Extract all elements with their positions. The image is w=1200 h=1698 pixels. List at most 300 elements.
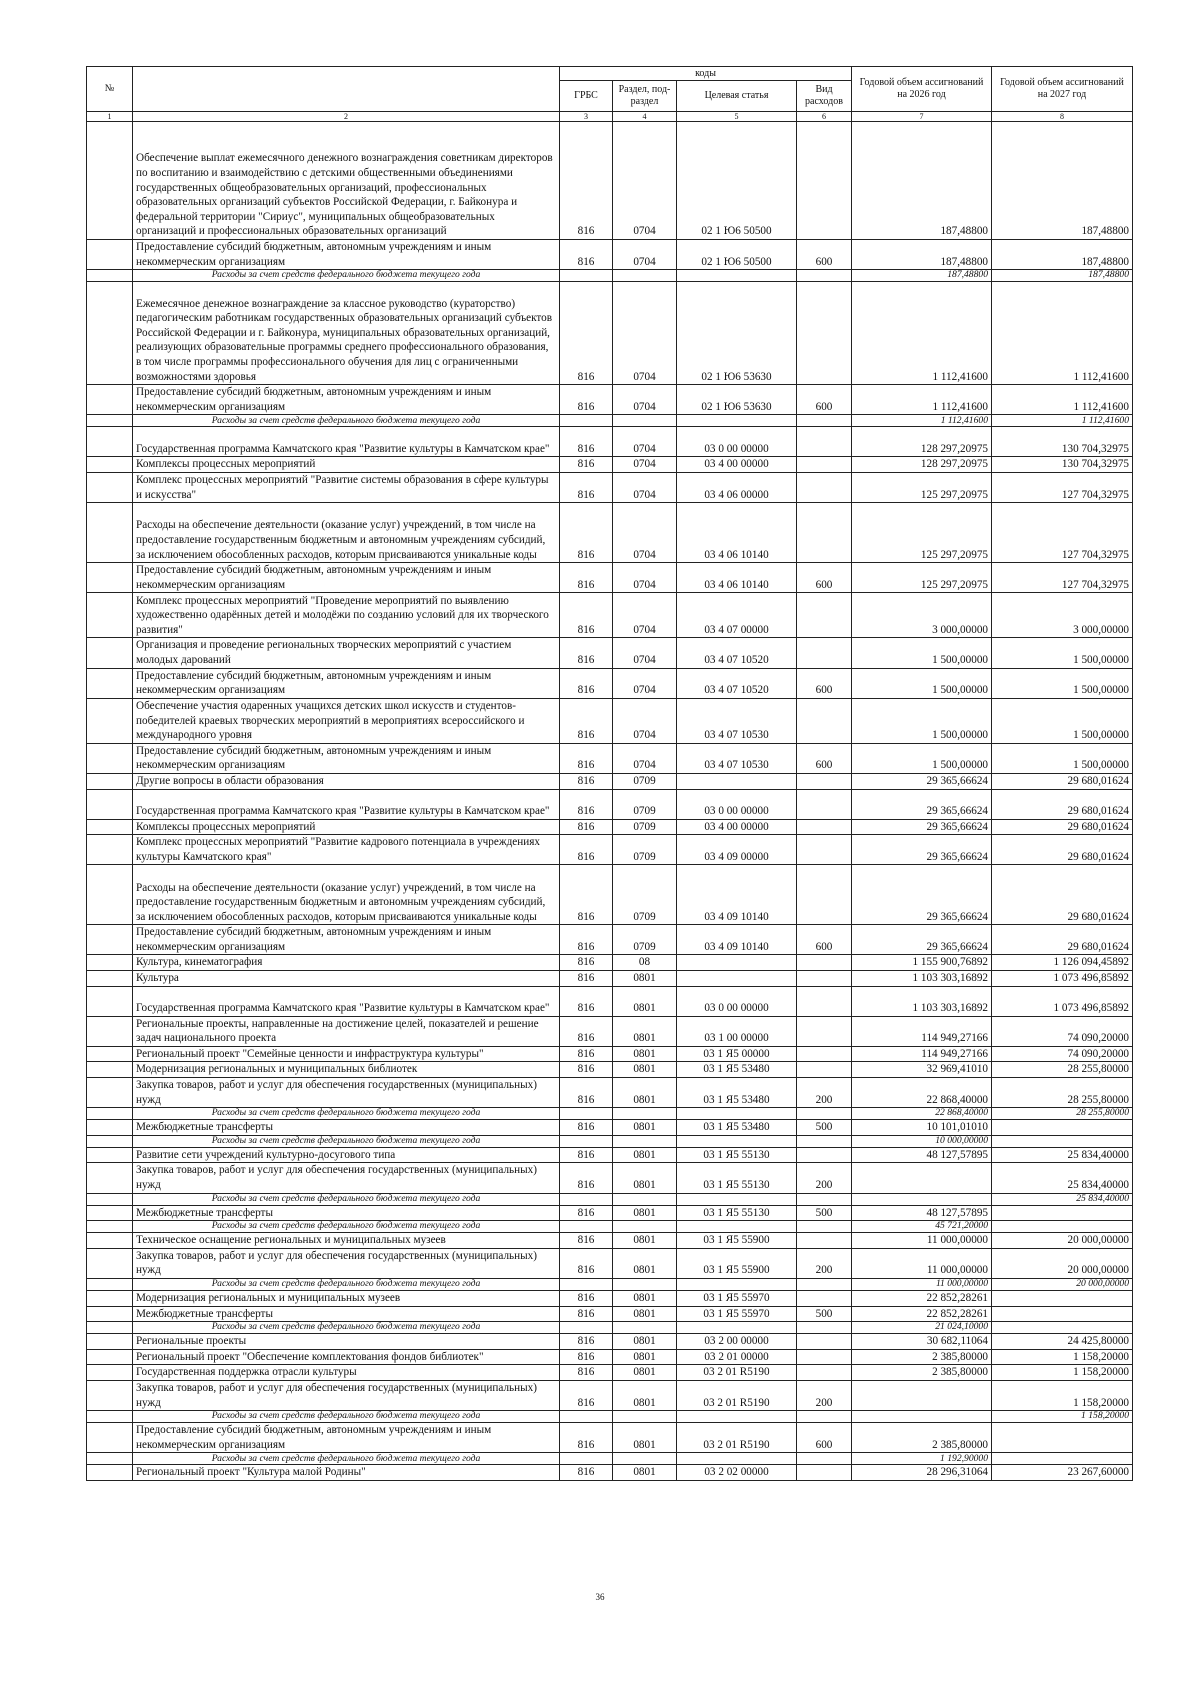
table-row (87, 698, 1133, 743)
table-row (87, 971, 1133, 987)
amount-2026-cell: 22 868,40000 (852, 1108, 992, 1120)
table-row (87, 1423, 1133, 1453)
target-cell: 03 2 02 00000 (677, 1465, 797, 1481)
amount-2027-cell: 127 704,32975 (992, 563, 1133, 593)
kind-cell: 600 (797, 385, 852, 415)
amount-2026-cell: 187,48800 (852, 240, 992, 270)
amount-2026-cell (852, 1380, 992, 1410)
amount-2027-cell: 1 500,00000 (992, 698, 1133, 743)
target-cell (677, 270, 797, 282)
header-number: № (87, 67, 133, 112)
header-target: Целевая статья (677, 81, 797, 112)
target-cell (677, 415, 797, 427)
grbs-cell: 816 (560, 1380, 613, 1410)
name-cell: Комплекс процессных мероприятий "Развитие системы образования в сфере культуры и искусства" (133, 472, 560, 502)
amount-2026-cell: 2 385,80000 (852, 1423, 992, 1453)
number-cell (87, 835, 133, 865)
section-cell (613, 1322, 677, 1334)
section-cell: 0704 (613, 593, 677, 638)
name-cell: Расходы за счет средств федерального бюджета текущего года (133, 1453, 560, 1465)
amount-2026-cell: 1 500,00000 (852, 668, 992, 698)
target-cell (677, 1193, 797, 1205)
amount-2026-cell: 128 297,20975 (852, 457, 992, 473)
grbs-cell: 816 (560, 427, 613, 457)
number-cell (87, 1349, 133, 1365)
section-cell (613, 415, 677, 427)
grbs-cell (560, 1193, 613, 1205)
grbs-cell: 816 (560, 282, 613, 385)
grbs-cell: 816 (560, 1423, 613, 1453)
name-cell: Модернизация региональных и муниципальных библиотек (133, 1062, 560, 1078)
section-cell: 0801 (613, 1062, 677, 1078)
grbs-cell: 816 (560, 563, 613, 593)
number-cell (87, 819, 133, 835)
target-cell: 03 4 09 10140 (677, 865, 797, 925)
target-cell (677, 1278, 797, 1290)
budget-table (86, 66, 1133, 1481)
number-cell (87, 865, 133, 925)
number-cell (87, 1205, 133, 1221)
section-cell (613, 1221, 677, 1233)
name-cell: Региональные проекты, направленные на достижение целей, показателей и решение задач национального проекта (133, 1016, 560, 1046)
section-cell: 0709 (613, 789, 677, 819)
amount-2026-cell: 125 297,20975 (852, 472, 992, 502)
grbs-cell: 816 (560, 1365, 613, 1381)
section-cell: 0801 (613, 1334, 677, 1350)
name-cell: Расходы на обеспечение деятельности (оказание услуг) учреждений, в том числе на предоставление государственным бюджетным и автономным учреждениям субсидий, за исключением обособленных расходов, которым присваиваются уникальные коды (133, 503, 560, 563)
number-cell (87, 240, 133, 270)
section-cell: 0709 (613, 865, 677, 925)
target-cell: 03 1 Я5 53480 (677, 1062, 797, 1078)
col-number-8: 8 (992, 112, 1133, 122)
amount-2026-cell: 22 852,28261 (852, 1306, 992, 1322)
target-cell (677, 1221, 797, 1233)
budget-table-sheet (86, 66, 1132, 1481)
name-cell: Техническое оснащение региональных и муниципальных музеев (133, 1233, 560, 1249)
target-cell: 03 4 07 10530 (677, 698, 797, 743)
kind-cell: 200 (797, 1248, 852, 1278)
amount-2027-cell: 1 158,20000 (992, 1411, 1133, 1423)
amount-2027-cell: 1 112,41600 (992, 415, 1133, 427)
name-cell: Закупка товаров, работ и услуг для обеспечения государственных (муниципальных) нужд (133, 1248, 560, 1278)
table-row (87, 472, 1133, 502)
federal-funds-row (87, 1278, 1133, 1290)
grbs-cell: 816 (560, 457, 613, 473)
amount-2026-cell (852, 1411, 992, 1423)
table-row (87, 668, 1133, 698)
amount-2026-cell: 1 112,41600 (852, 282, 992, 385)
grbs-cell: 816 (560, 1163, 613, 1193)
number-cell (87, 1380, 133, 1410)
amount-2027-cell: 127 704,32975 (992, 503, 1133, 563)
federal-funds-row (87, 1193, 1133, 1205)
amount-2027-cell: 1 158,20000 (992, 1380, 1133, 1410)
grbs-cell: 816 (560, 955, 613, 971)
table-row (87, 240, 1133, 270)
target-cell (677, 971, 797, 987)
section-cell: 0704 (613, 457, 677, 473)
number-cell (87, 955, 133, 971)
section-cell: 0801 (613, 1306, 677, 1322)
grbs-cell: 816 (560, 122, 613, 240)
grbs-cell: 816 (560, 1306, 613, 1322)
table-row (87, 835, 1133, 865)
kind-cell (797, 1290, 852, 1306)
section-cell: 0801 (613, 1078, 677, 1108)
table-row (87, 282, 1133, 385)
amount-2027-cell: 74 090,20000 (992, 1046, 1133, 1062)
grbs-cell (560, 270, 613, 282)
grbs-cell (560, 1135, 613, 1147)
kind-cell (797, 698, 852, 743)
section-cell: 0704 (613, 743, 677, 773)
number-cell (87, 1078, 133, 1108)
kind-cell (797, 122, 852, 240)
grbs-cell (560, 1411, 613, 1423)
name-cell: Комплексы процессных мероприятий (133, 819, 560, 835)
grbs-cell (560, 415, 613, 427)
kind-cell (797, 773, 852, 789)
amount-2026-cell: 1 103 303,16892 (852, 986, 992, 1016)
grbs-cell: 816 (560, 1016, 613, 1046)
amount-2027-cell (992, 1135, 1133, 1147)
table-row (87, 925, 1133, 955)
section-cell (613, 1108, 677, 1120)
number-cell (87, 1290, 133, 1306)
name-cell: Государственная программа Камчатского края "Развитие культуры в Камчатском крае" (133, 789, 560, 819)
kind-cell (797, 1108, 852, 1120)
kind-cell (797, 955, 852, 971)
target-cell: 03 4 00 00000 (677, 457, 797, 473)
table-row (87, 1365, 1133, 1381)
table-row (87, 1380, 1133, 1410)
federal-funds-row (87, 1108, 1133, 1120)
kind-cell (797, 1411, 852, 1423)
kind-cell: 600 (797, 563, 852, 593)
target-cell: 03 1 Я5 53480 (677, 1078, 797, 1108)
kind-cell: 200 (797, 1163, 852, 1193)
target-cell: 02 1 Ю6 53630 (677, 385, 797, 415)
target-cell: 03 4 06 10140 (677, 563, 797, 593)
amount-2026-cell: 29 365,66624 (852, 835, 992, 865)
section-cell: 0704 (613, 563, 677, 593)
name-cell: Расходы за счет средств федерального бюджета текущего года (133, 1322, 560, 1334)
kind-cell (797, 971, 852, 987)
grbs-cell: 816 (560, 698, 613, 743)
name-cell: Модернизация региональных и муниципальных музеев (133, 1290, 560, 1306)
amount-2026-cell: 128 297,20975 (852, 427, 992, 457)
kind-cell (797, 835, 852, 865)
section-cell: 0801 (613, 971, 677, 987)
kind-cell (797, 1322, 852, 1334)
number-cell (87, 925, 133, 955)
kind-cell (797, 270, 852, 282)
amount-2027-cell: 20 000,00000 (992, 1233, 1133, 1249)
name-cell: Предоставление субсидий бюджетным, автономным учреждениям и иным некоммерческим организациям (133, 668, 560, 698)
name-cell: Развитие сети учреждений культурно-досугового типа (133, 1147, 560, 1163)
amount-2026-cell: 187,48800 (852, 122, 992, 240)
section-cell: 0704 (613, 698, 677, 743)
table-row (87, 1349, 1133, 1365)
amount-2027-cell (992, 1205, 1133, 1221)
amount-2027-cell: 3 000,00000 (992, 593, 1133, 638)
target-cell: 03 4 06 00000 (677, 472, 797, 502)
amount-2027-cell: 1 112,41600 (992, 282, 1133, 385)
amount-2027-cell: 1 126 094,45892 (992, 955, 1133, 971)
grbs-cell: 816 (560, 1465, 613, 1481)
target-cell: 03 1 Я5 55130 (677, 1147, 797, 1163)
amount-2026-cell: 1 192,90000 (852, 1453, 992, 1465)
name-cell: Государственная программа Камчатского края "Развитие культуры в Камчатском крае" (133, 427, 560, 457)
grbs-cell: 816 (560, 925, 613, 955)
target-cell: 03 1 00 00000 (677, 1016, 797, 1046)
name-cell: Расходы за счет средств федерального бюджета текущего года (133, 415, 560, 427)
target-cell: 02 1 Ю6 53630 (677, 282, 797, 385)
table-row (87, 986, 1133, 1016)
number-cell (87, 1193, 133, 1205)
amount-2027-cell (992, 1290, 1133, 1306)
number-cell (87, 1411, 133, 1423)
section-cell: 0801 (613, 1163, 677, 1193)
number-cell (87, 415, 133, 427)
federal-funds-row (87, 1221, 1133, 1233)
amount-2027-cell: 127 704,32975 (992, 472, 1133, 502)
grbs-cell (560, 1108, 613, 1120)
kind-cell (797, 1349, 852, 1365)
name-cell: Расходы за счет средств федерального бюджета текущего года (133, 1108, 560, 1120)
target-cell: 03 4 09 00000 (677, 835, 797, 865)
number-cell (87, 698, 133, 743)
amount-2026-cell: 1 500,00000 (852, 638, 992, 668)
number-cell (87, 1233, 133, 1249)
section-cell: 0801 (613, 1248, 677, 1278)
amount-2027-cell: 1 500,00000 (992, 668, 1133, 698)
amount-2026-cell: 125 297,20975 (852, 563, 992, 593)
amount-2027-cell (992, 1221, 1133, 1233)
amount-2026-cell: 3 000,00000 (852, 593, 992, 638)
amount-2026-cell: 11 000,00000 (852, 1278, 992, 1290)
target-cell (677, 1108, 797, 1120)
grbs-cell: 816 (560, 503, 613, 563)
col-number-6: 6 (797, 112, 852, 122)
name-cell: Предоставление субсидий бюджетным, автономным учреждениям и иным некоммерческим организациям (133, 743, 560, 773)
amount-2026-cell: 29 365,66624 (852, 789, 992, 819)
target-cell (677, 1453, 797, 1465)
table-row (87, 865, 1133, 925)
header-codes: коды (560, 67, 852, 81)
federal-funds-row (87, 1322, 1133, 1334)
number-cell (87, 1423, 133, 1453)
target-cell: 03 1 Я5 55130 (677, 1205, 797, 1221)
name-cell: Межбюджетные трансферты (133, 1306, 560, 1322)
name-cell: Культура, кинематография (133, 955, 560, 971)
grbs-cell: 816 (560, 1147, 613, 1163)
federal-funds-row (87, 415, 1133, 427)
amount-2026-cell: 2 385,80000 (852, 1349, 992, 1365)
amount-2027-cell: 29 680,01624 (992, 819, 1133, 835)
number-cell (87, 1062, 133, 1078)
amount-2027-cell: 187,48800 (992, 240, 1133, 270)
table-row (87, 1147, 1133, 1163)
grbs-cell: 816 (560, 385, 613, 415)
amount-2027-cell: 1 073 496,85892 (992, 986, 1133, 1016)
amount-2026-cell: 11 000,00000 (852, 1248, 992, 1278)
grbs-cell (560, 1322, 613, 1334)
table-row (87, 385, 1133, 415)
federal-funds-row (87, 1411, 1133, 1423)
name-cell: Предоставление субсидий бюджетным, автономным учреждениям и иным некоммерческим организациям (133, 385, 560, 415)
target-cell: 03 2 01 00000 (677, 1349, 797, 1365)
name-cell: Расходы за счет средств федерального бюджета текущего года (133, 1221, 560, 1233)
name-cell: Обеспечение выплат ежемесячного денежного вознаграждения советникам директоров по воспитанию и взаимодействию с детскими общественными объединениями государственных общеобразовательных организаций, профессиональных образовательных организаций субъектов Российской Федерации, г. Байконура и федеральной территории "Сириус", муниципальных общеобразовательных организаций и профессиональных образовательных организаций (133, 122, 560, 240)
grbs-cell: 816 (560, 835, 613, 865)
section-cell: 0704 (613, 240, 677, 270)
table-row (87, 1046, 1133, 1062)
name-cell: Закупка товаров, работ и услуг для обеспечения государственных (муниципальных) нужд (133, 1163, 560, 1193)
name-cell: Комплекс процессных мероприятий "Развитие кадрового потенциала в учреждениях культуры Камчатского края" (133, 835, 560, 865)
kind-cell: 600 (797, 925, 852, 955)
section-cell: 0801 (613, 1046, 677, 1062)
section-cell: 0801 (613, 1205, 677, 1221)
name-cell: Культура (133, 971, 560, 987)
amount-2027-cell: 130 704,32975 (992, 457, 1133, 473)
table-row (87, 1306, 1133, 1322)
target-cell: 03 1 Я5 55900 (677, 1248, 797, 1278)
table-row (87, 743, 1133, 773)
amount-2026-cell: 45 721,20000 (852, 1221, 992, 1233)
amount-2026-cell: 22 852,28261 (852, 1290, 992, 1306)
table-row (87, 955, 1133, 971)
kind-cell (797, 865, 852, 925)
target-cell: 02 1 Ю6 50500 (677, 122, 797, 240)
amount-2026-cell: 30 682,11064 (852, 1334, 992, 1350)
number-cell (87, 563, 133, 593)
kind-cell (797, 1062, 852, 1078)
amount-2026-cell (852, 1193, 992, 1205)
section-cell (613, 1135, 677, 1147)
name-cell: Комплекс процессных мероприятий "Проведение мероприятий по выявлению художественно одарённых детей и молодёжи по созданию условий для их творческого развития" (133, 593, 560, 638)
grbs-cell: 816 (560, 1349, 613, 1365)
grbs-cell: 816 (560, 971, 613, 987)
name-cell: Закупка товаров, работ и услуг для обеспечения государственных (муниципальных) нужд (133, 1078, 560, 1108)
section-cell: 0801 (613, 1349, 677, 1365)
amount-2027-cell: 25 834,40000 (992, 1147, 1133, 1163)
name-cell: Закупка товаров, работ и услуг для обеспечения государственных (муниципальных) нужд (133, 1380, 560, 1410)
target-cell: 03 0 00 00000 (677, 427, 797, 457)
section-cell: 0801 (613, 1365, 677, 1381)
col-number-5: 5 (677, 112, 797, 122)
name-cell: Государственная программа Камчатского края "Развитие культуры в Камчатском крае" (133, 986, 560, 1016)
section-cell: 0704 (613, 122, 677, 240)
target-cell: 03 1 Я5 55130 (677, 1163, 797, 1193)
table-row (87, 1233, 1133, 1249)
header-kind: Вид расходов (797, 81, 852, 112)
section-cell: 0704 (613, 472, 677, 502)
table-row (87, 563, 1133, 593)
table-row (87, 1120, 1133, 1136)
amount-2027-cell (992, 1322, 1133, 1334)
section-cell: 0801 (613, 1423, 677, 1453)
table-row (87, 1248, 1133, 1278)
amount-2026-cell: 11 000,00000 (852, 1233, 992, 1249)
target-cell: 03 4 07 00000 (677, 593, 797, 638)
table-row (87, 593, 1133, 638)
grbs-cell: 816 (560, 638, 613, 668)
table-row (87, 819, 1133, 835)
name-cell: Расходы за счет средств федерального бюджета текущего года (133, 270, 560, 282)
page-number: 36 (595, 1592, 605, 1602)
table-row (87, 1290, 1133, 1306)
amount-2027-cell: 130 704,32975 (992, 427, 1133, 457)
table-row (87, 1163, 1133, 1193)
section-cell (613, 1278, 677, 1290)
amount-2026-cell: 29 365,66624 (852, 925, 992, 955)
name-cell: Расходы за счет средств федерального бюджета текущего года (133, 1278, 560, 1290)
name-cell: Предоставление субсидий бюджетным, автономным учреждениям и иным некоммерческим организациям (133, 1423, 560, 1453)
federal-funds-row (87, 1453, 1133, 1465)
target-cell: 03 2 00 00000 (677, 1334, 797, 1350)
table-row (87, 427, 1133, 457)
amount-2027-cell (992, 1453, 1133, 1465)
kind-cell (797, 1334, 852, 1350)
kind-cell: 600 (797, 240, 852, 270)
kind-cell (797, 1465, 852, 1481)
kind-cell (797, 1221, 852, 1233)
name-cell: Предоставление субсидий бюджетным, автономным учреждениям и иным некоммерческим организациям (133, 563, 560, 593)
target-cell (677, 773, 797, 789)
table-row (87, 1334, 1133, 1350)
section-cell: 0801 (613, 1233, 677, 1249)
kind-cell (797, 472, 852, 502)
amount-2027-cell: 1 500,00000 (992, 638, 1133, 668)
section-cell: 0801 (613, 1147, 677, 1163)
target-cell: 03 4 07 10530 (677, 743, 797, 773)
number-cell (87, 789, 133, 819)
section-cell: 0704 (613, 427, 677, 457)
number-cell (87, 427, 133, 457)
number-cell (87, 385, 133, 415)
amount-2026-cell: 21 024,10000 (852, 1322, 992, 1334)
number-cell (87, 1046, 133, 1062)
amount-2027-cell: 1 073 496,85892 (992, 971, 1133, 987)
amount-2026-cell: 10 101,01010 (852, 1120, 992, 1136)
amount-2027-cell: 29 680,01624 (992, 773, 1133, 789)
amount-2027-cell (992, 1423, 1133, 1453)
kind-cell (797, 427, 852, 457)
number-cell (87, 1221, 133, 1233)
grbs-cell: 816 (560, 819, 613, 835)
grbs-cell: 816 (560, 986, 613, 1016)
grbs-cell: 816 (560, 668, 613, 698)
number-cell (87, 1365, 133, 1381)
table-row (87, 122, 1133, 240)
amount-2027-cell: 23 267,60000 (992, 1465, 1133, 1481)
number-cell (87, 270, 133, 282)
name-cell: Предоставление субсидий бюджетным, автономным учреждениям и иным некоммерческим организациям (133, 925, 560, 955)
federal-funds-row (87, 270, 1133, 282)
amount-2027-cell (992, 1306, 1133, 1322)
target-cell: 03 1 Я5 53480 (677, 1120, 797, 1136)
name-cell: Региональный проект "Семейные ценности и инфраструктура культуры" (133, 1046, 560, 1062)
amount-2027-cell: 1 158,20000 (992, 1365, 1133, 1381)
section-cell (613, 1411, 677, 1423)
number-cell (87, 457, 133, 473)
grbs-cell: 816 (560, 1334, 613, 1350)
kind-cell (797, 1016, 852, 1046)
number-cell (87, 1147, 133, 1163)
amount-2026-cell: 114 949,27166 (852, 1046, 992, 1062)
target-cell: 03 1 Я5 55970 (677, 1306, 797, 1322)
